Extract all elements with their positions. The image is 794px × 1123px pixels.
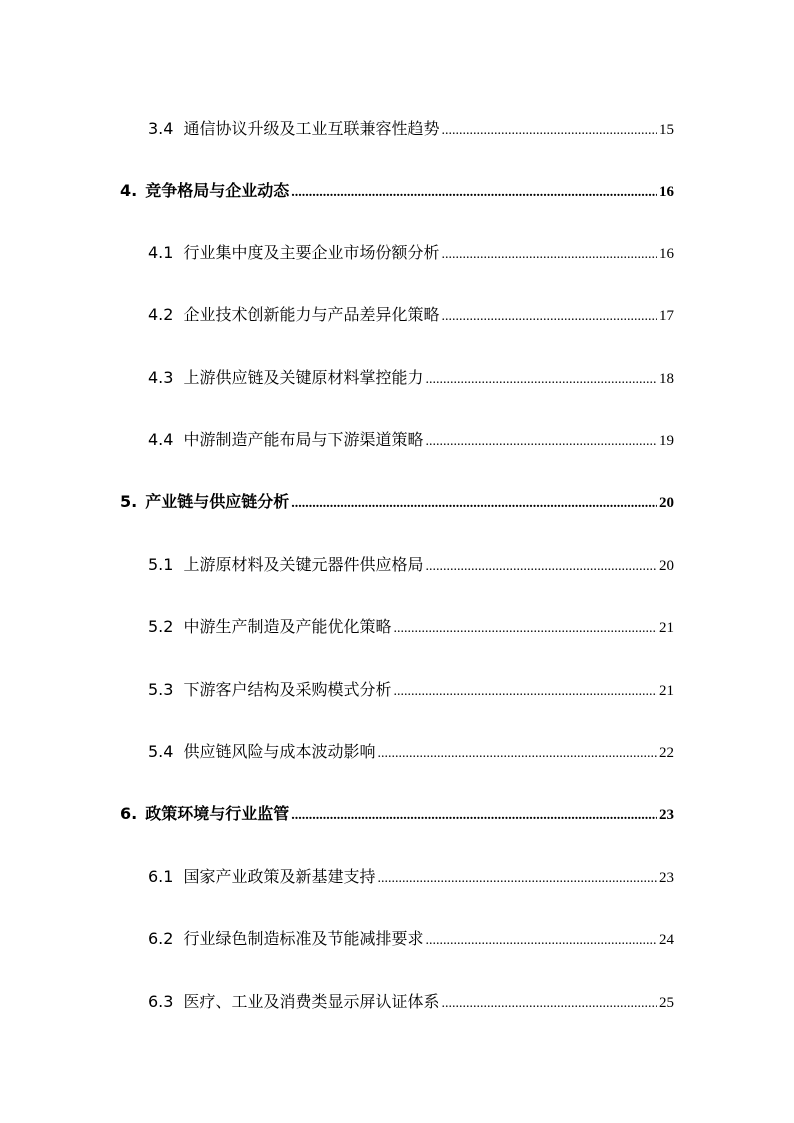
- toc-entry-title: 供应链风险与成本波动影响: [183, 742, 376, 761]
- toc-entry-page: 23: [659, 870, 674, 886]
- toc-dot-leader: [291, 802, 657, 830]
- toc-entry-page: 17: [659, 308, 674, 324]
- toc-entry-4-3[interactable]: [148, 364, 674, 392]
- toc-entry-page: 16: [659, 184, 674, 200]
- toc-dot-leader: [441, 303, 657, 331]
- toc-dot-leader: [441, 990, 657, 1018]
- toc-entry-3-4[interactable]: [148, 115, 674, 143]
- toc-entry-5-1[interactable]: [148, 551, 674, 579]
- toc-entry-number: 5.3: [148, 680, 174, 699]
- toc-entry-5-4[interactable]: [148, 738, 674, 766]
- toc-entry-page: 15: [659, 122, 674, 138]
- toc-entry-number: 3.4: [148, 119, 174, 138]
- toc-dot-leader: [425, 553, 657, 581]
- toc-dot-leader: [441, 117, 657, 145]
- toc-entry-title: 竞争格局与企业动态: [145, 181, 290, 200]
- toc-entry-title: 下游客户结构及采购模式分析: [183, 680, 392, 699]
- toc-entry-number: 5.: [120, 492, 138, 511]
- toc-entry-page: 22: [659, 745, 674, 761]
- toc-entry-number: 4.: [120, 181, 138, 200]
- toc-dot-leader: [441, 241, 657, 269]
- toc-entry-number: 6.2: [148, 929, 174, 948]
- toc-entry-page: 18: [659, 371, 674, 387]
- toc-entry-page: 20: [659, 558, 674, 574]
- toc-entry-page: 21: [659, 683, 674, 699]
- toc-dot-leader: [377, 740, 657, 768]
- toc-entry-page: 16: [659, 246, 674, 262]
- toc-entry-title: 医疗、工业及消费类显示屏认证体系: [183, 992, 440, 1011]
- toc-dot-leader: [425, 428, 657, 456]
- toc-entry-5-2[interactable]: [148, 613, 674, 641]
- toc-entry-title: 上游供应链及关键原材料掌控能力: [183, 368, 424, 387]
- toc-entry-4[interactable]: [120, 177, 674, 205]
- toc-dot-leader: [425, 927, 657, 955]
- toc-entry-4-2[interactable]: [148, 301, 674, 329]
- toc-entry-6-2[interactable]: [148, 925, 674, 953]
- toc-dot-leader: [377, 865, 657, 893]
- toc-entry-number: 6.: [120, 804, 138, 823]
- toc-entry-number: 6.3: [148, 992, 174, 1011]
- toc-entry-title: 中游制造产能布局与下游渠道策略: [183, 430, 424, 449]
- toc-entry-number: 4.1: [148, 243, 174, 262]
- toc-entry-page: 19: [659, 433, 674, 449]
- toc-entry-title: 产业链与供应链分析: [145, 492, 290, 511]
- toc-entry-page: 24: [659, 932, 674, 948]
- toc-entry-title: 政策环境与行业监管: [145, 804, 290, 823]
- toc-entry-number: 4.4: [148, 430, 174, 449]
- toc-entry-page: 23: [659, 807, 674, 823]
- toc-entry-title: 企业技术创新能力与产品差异化策略: [183, 305, 440, 324]
- toc-entry-number: 5.1: [148, 555, 174, 574]
- toc-entry-5-3[interactable]: [148, 676, 674, 704]
- toc-dot-leader: [393, 615, 657, 643]
- toc-entry-5[interactable]: [120, 488, 674, 516]
- toc-entry-number: 6.1: [148, 867, 174, 886]
- toc-entry-6-1[interactable]: [148, 863, 674, 891]
- toc-dot-leader: [291, 490, 657, 518]
- toc-entry-title: 上游原材料及关键元器件供应格局: [183, 555, 424, 574]
- toc-entry-title: 行业绿色制造标准及节能减排要求: [183, 929, 424, 948]
- toc-dot-leader: [291, 179, 657, 207]
- toc-dot-leader: [425, 366, 657, 394]
- toc-entry-title: 通信协议升级及工业互联兼容性趋势: [183, 119, 440, 138]
- toc-entry-number: 5.4: [148, 742, 174, 761]
- toc-entry-6-3[interactable]: [148, 988, 674, 1016]
- toc-entry-page: 21: [659, 620, 674, 636]
- toc-entry-number: 4.3: [148, 368, 174, 387]
- toc-entry-number: 4.2: [148, 305, 174, 324]
- toc-entry-6[interactable]: [120, 800, 674, 828]
- toc-entry-number: 5.2: [148, 617, 174, 636]
- toc-entry-page: 25: [659, 995, 674, 1011]
- toc-entry-title: 行业集中度及主要企业市场份额分析: [183, 243, 440, 262]
- toc-entry-title: 国家产业政策及新基建支持: [183, 867, 376, 886]
- toc-dot-leader: [393, 678, 657, 706]
- toc-entry-4-1[interactable]: [148, 239, 674, 267]
- toc-entry-title: 中游生产制造及产能优化策略: [183, 617, 392, 636]
- toc-entry-page: 20: [659, 495, 674, 511]
- toc-entry-4-4[interactable]: [148, 426, 674, 454]
